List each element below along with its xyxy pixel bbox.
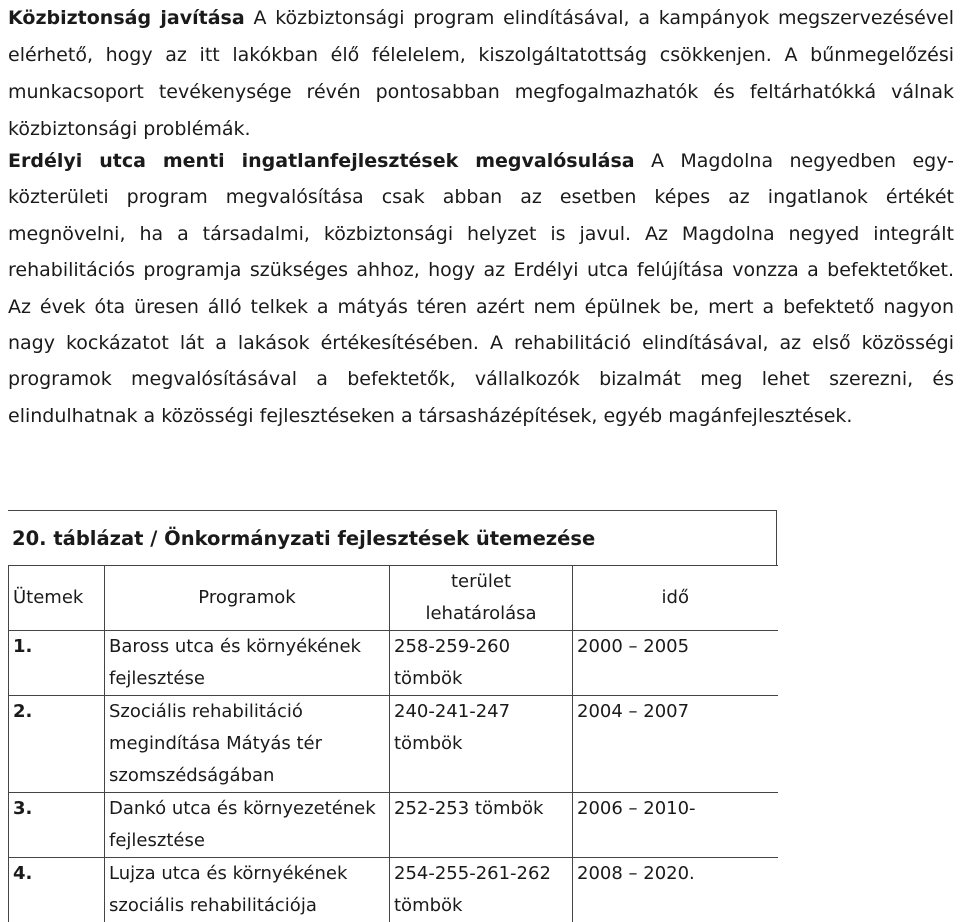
header-phase: Ütemek — [9, 566, 105, 631]
cell-phase: 4. — [9, 858, 105, 922]
table-title: 20. táblázat / Önkormányzati fejlesztések ütemezése — [8, 527, 595, 550]
paragraph-heading: Közbiztonság javítása — [8, 7, 245, 29]
table-row — [9, 858, 778, 922]
cell-program: Dankó utca és környezetének fejlesztése — [105, 793, 390, 858]
table-row — [9, 696, 778, 793]
table-title-row — [8, 510, 777, 565]
paragraph-heading: Erdélyi utca menti ingatlanfejlesztések megvalósulása — [8, 150, 635, 172]
header-area: terület lehatárolása — [390, 566, 573, 631]
header-program: Programok — [105, 566, 390, 631]
paragraph-body: A közbiztonsági program elindításával, a kampányok megszervezésével elérhető, hogy az itt lakókban élő félelelem, kiszolgáltatottság csökkenjen. A bűnmegelőzési munkacsoport tevékenysége révén pontosabban megfogalmazhatók és feltárhatókká válnak közbiztonsági problémák. — [8, 7, 954, 140]
cell-area: 252-253 tömbök — [390, 793, 573, 858]
cell-time: 2008 – 2020. — [573, 858, 778, 922]
cell-program: Szociális rehabilitáció megindítása Mátyás tér szomszédságában — [105, 696, 390, 793]
cell-time: 2000 – 2005 — [573, 631, 778, 696]
cell-program: Baross utca és környékének fejlesztése — [105, 631, 390, 696]
cell-area: 240-241-247 tömbök — [390, 696, 573, 793]
cell-phase: 2. — [9, 696, 105, 793]
cell-time: 2004 – 2007 — [573, 696, 778, 793]
schedule-table-container — [8, 510, 777, 922]
schedule-table — [8, 565, 778, 922]
paragraph-public-safety — [8, 0, 954, 148]
cell-phase: 1. — [9, 631, 105, 696]
paragraph-body: A Magdolna negyedben egy-közterületi program megvalósítása csak abban az esetben képes az ingatlanok értékét megnövelni, ha a társadalmi, közbiztonsági helyzet is javul. Az Magdolna negyed integrált rehabilitációs programja szükséges ahhoz, hogy az Erdélyi utca felújítása vonzza a befektetőket. Az évek óta üresen álló telkek a mátyás téren azért nem épülnek be, mert a befektető nagyon nagy kockázatot lát a lakások értékesítésében. A rehabilitáció elindításával, az első közösségi programok megvalósításával a befektetők, vállalkozók bizalmát meg lehet szerezni, és elindulhatnak a közösségi fejlesztéseken a társasházépítések, egyéb magánfejlesztések. — [8, 150, 954, 427]
cell-phase: 3. — [9, 793, 105, 858]
header-time: idő — [573, 566, 778, 631]
cell-area: 254-255-261-262 tömbök — [390, 858, 573, 922]
cell-program: Lujza utca és környékének szociális rehabilitációja — [105, 858, 390, 922]
table-header-row — [9, 566, 778, 631]
cell-time: 2006 – 2010- — [573, 793, 778, 858]
cell-area: 258-259-260 tömbök — [390, 631, 573, 696]
table-row — [9, 793, 778, 858]
table-row — [9, 631, 778, 696]
paragraph-erdelyi-street — [8, 143, 954, 434]
